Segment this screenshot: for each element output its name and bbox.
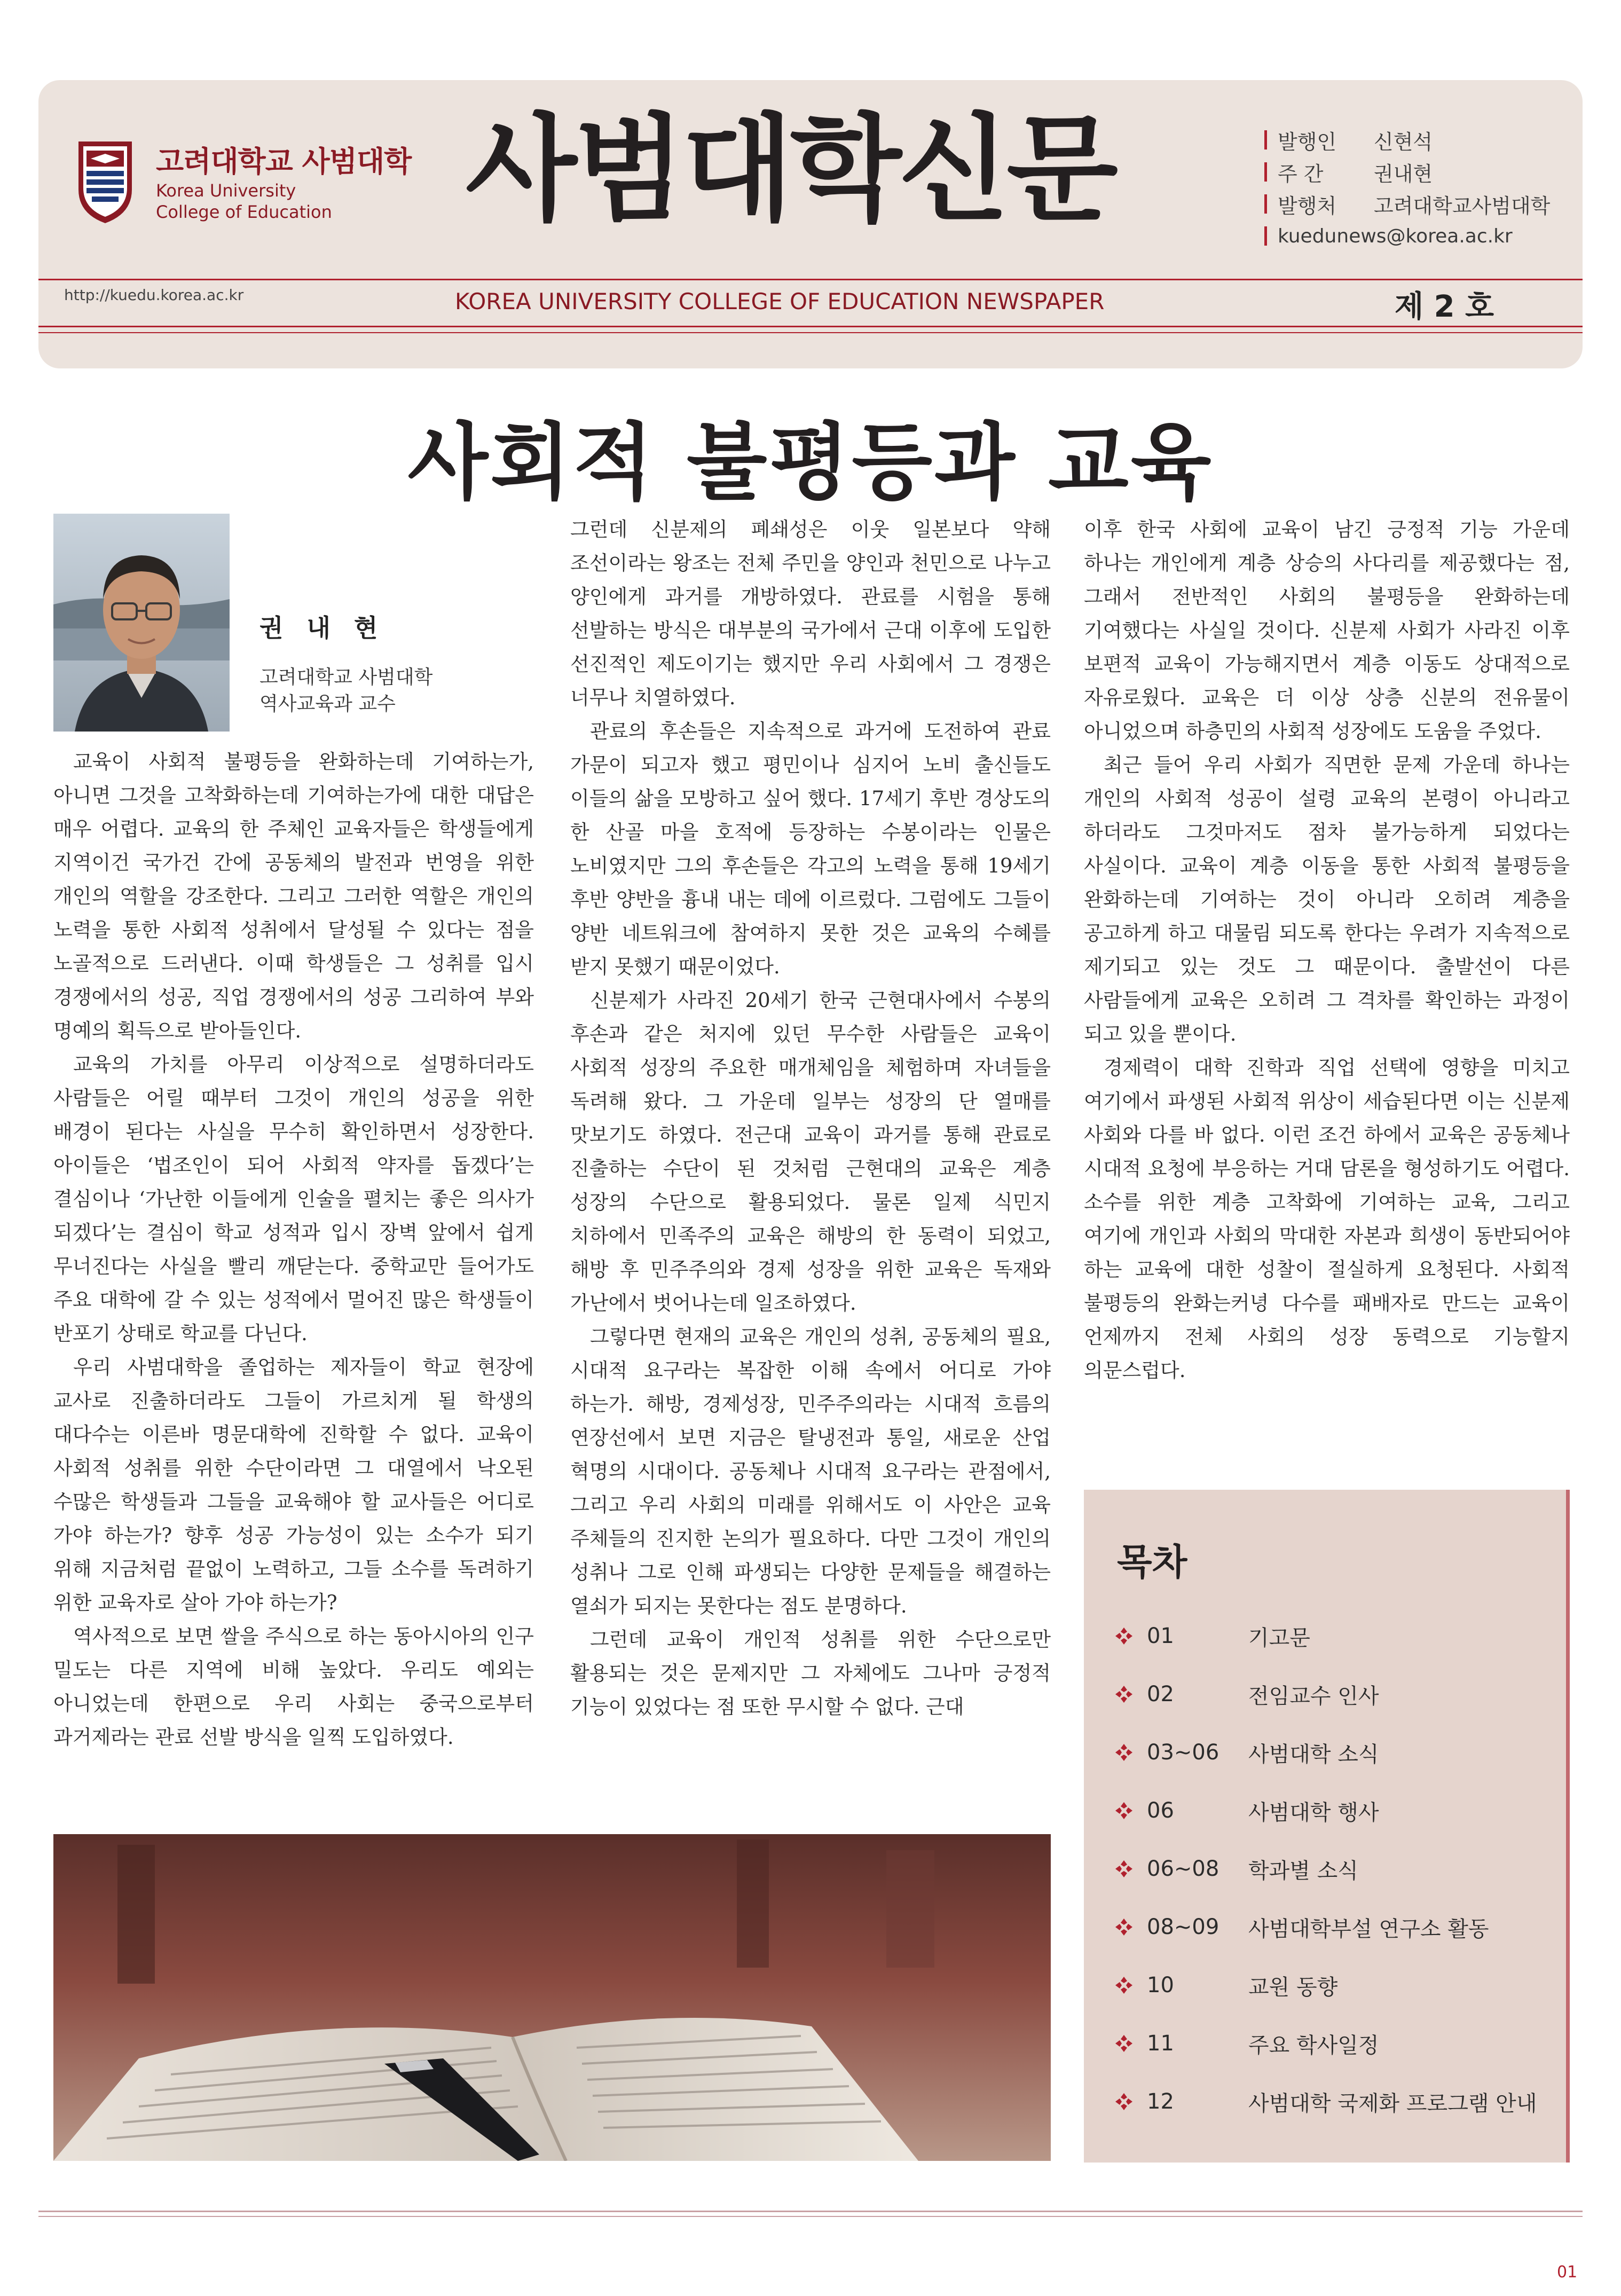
- bar-marker: [1264, 162, 1267, 182]
- issue-number: 제 2 호: [1395, 289, 1494, 324]
- paragraph: 경제력이 대학 진학과 직업 선택에 영향을 미치고 여기에서 파생된 사회적 위상이 세습된다면 이는 신분제 사회와 다를 바 없다. 이런 조건 하에서 교육은 공동체나 시대적 요청에 부응하는 거대 담론을 형성하기도 어렵다. 소수를 위한 계층 고착화에 기여하는 교육, 그리고 여기에 개인과 사회의 막대한 자본과 희생이 동반되어야 하는 교육에 대한 성찰이 절실하게 요청된다. 사회적 불평등의 완화는커녕 다수를 패배자로 만드는 교육이 언제까지 전체 사회의 성장 동력으로 기능할지 의문스럽다.: [1084, 1056, 1570, 1382]
- toc-page: 10: [1147, 1973, 1174, 1998]
- college-name-en: College of Education: [156, 202, 332, 222]
- paragraph: 신분제가 사라진 20세기 한국 근현대사에서 수봉의 후손과 같은 처지에 있던 무수한 사람들은 교육이 사회적 성장의 주요한 매개체임을 체험하며 자녀들을 독려해 왔다. 그 가운데 일부는 성장의 단 열매를 맛보기도 하였다. 전근대 교육이 과거를 통해 관료로 진출하는 수단이 된 것처럼 근현대의 교육은 계층 성장의 수단으로 활용되었다. 물론 일제 식민지 치하에서 민족주의 교육은 해방의 한 동력이 되었고, 해방 후 민주주의와 경제 성장을 위한 교육은 독재와 가난에서 벗어나는데 일조하였다.: [570, 989, 1051, 1315]
- editor-value: 권내현: [1374, 162, 1433, 186]
- footer-divider: [38, 2216, 1583, 2217]
- toc-item[interactable]: [1115, 1853, 1358, 1885]
- newspaper-title-en: KOREA UNIVERSITY COLLEGE OF EDUCATION NEWSPAPER: [455, 288, 1105, 314]
- toc-item[interactable]: [1115, 1795, 1379, 1827]
- masthead: [38, 80, 1583, 368]
- author-photo: [53, 514, 230, 732]
- diamond-bullet-icon: [1115, 1860, 1133, 1878]
- paragraph: 관료의 후손들은 지속적으로 과거에 도전하여 관료 가문이 되고자 했고 평민이나 심지어 노비 출신들도 이들의 삶을 모방하고 싶어 했다. 17세기 후반 경상도의 한 산골 마을 호적에 등장하는 수봉이라는 인물은 노비였지만 그의 후손들은 각고의 노력을 통해 19세기 후반 양반을 흉내 내는 데에 이르렀다. 그럼에도 그들이 양반 네트워크에 참여하지 못한 것은 교육의 수혜를 받지 못했기 때문이었다.: [570, 720, 1051, 978]
- issuer-row: [1264, 188, 1563, 220]
- toc-title: 목차: [1117, 1542, 1187, 1584]
- paragraph: 이후 한국 사회에 교육이 남긴 긍정적 기능 가운데 하나는 개인에게 계층 상승의 사다리를 제공했다는 점, 그래서 전반적인 사회의 불평등을 완화하는데 기여했다는 사실일 것이다. 신분제 사회가 사라진 이후 보편적 교육이 가능해지면서 계층 이동도 상대적으로 자유로웠다. 교육은 더 이상 상층 신분의 전유물이 아니었으며 하층민의 사회적 성장에도 도움을 주었다.: [1084, 518, 1570, 743]
- university-name-en: Korea University: [156, 180, 296, 201]
- editor-row: [1264, 156, 1563, 188]
- toc-page: 02: [1147, 1682, 1174, 1707]
- toc-item[interactable]: [1115, 2086, 1537, 2118]
- toc-item[interactable]: [1115, 1969, 1337, 2001]
- toc-label: 교원 동향: [1248, 1975, 1338, 2000]
- website-link[interactable]: http://kuedu.korea.ac.kr: [64, 286, 244, 304]
- toc-label: 사범대학 국제화 프로그램 안내: [1248, 2091, 1537, 2116]
- toc-item[interactable]: [1115, 1620, 1310, 1652]
- toc-label: 기고문: [1248, 1625, 1310, 1650]
- toc-item[interactable]: [1115, 1911, 1489, 1943]
- publisher-value: 신현석: [1374, 130, 1433, 154]
- paragraph: 그렇다면 현재의 교육은 개인의 성취, 공동체의 필요, 시대적 요구라는 복잡한 이해 속에서 어디로 가야 하는가. 해방, 경제성장, 민주주의라는 시대적 흐름의 연장선에서 보면 지금은 탈냉전과 통일, 새로운 산업 혁명의 시대이다. 공동체나 시대적 요구라는 관점에서, 그리고 우리 사회의 미래를 위해서도 이 사안은 교육 주체들의 진지한 논의가 필요하다. 다만 그것이 개인의 성취나 그로 인해 파생되는 다양한 문제들을 해결하는 열쇠가 되지는 못한다는 점도 분명하다.: [570, 1325, 1051, 1617]
- bar-marker: [1264, 226, 1267, 246]
- author-portrait-image: [53, 514, 230, 732]
- editor-label: 주 간: [1278, 162, 1324, 186]
- issuer-label: 발행처: [1278, 194, 1337, 218]
- university-logo[interactable]: [76, 139, 460, 240]
- paragraph: 최근 들어 우리 사회가 직면한 문제 가운데 하나는 개인의 사회적 성공이 설령 교육의 본령이 아니라고 하더라도 그것마저도 점차 불가능하게 되었다는 사실이다. 교육이 계층 이동을 통한 사회적 불평등을 완화하는데 기여하는 것이 아니라 오히려 계층을 공고하게 하고 대물림 되도록 한다는 우려가 지속적으로 제기되고 있는 것도 그 때문이다. 출발선이 다른 사람들에게 교육은 오히려 그 격차를 확인하는 과정이 되고 있을 뿐이다.: [1084, 753, 1570, 1045]
- publisher-row: [1264, 124, 1563, 156]
- paragraph: 역사적으로 보면 쌀을 주식으로 하는 동아시아의 인구 밀도는 다른 지역에 비해 높았다. 우리도 예외는 아니었는데 한편으로 우리 사회는 중국으로부터 과거제라는 관료 선발 방식을 일찍 도입하였다.: [53, 1625, 534, 1749]
- toc-page: 01: [1147, 1624, 1174, 1648]
- toc-label: 학과별 소식: [1248, 1858, 1358, 1883]
- publisher-label: 발행인: [1278, 130, 1337, 154]
- author-name: 권 내 현: [259, 614, 385, 642]
- diamond-bullet-icon: [1115, 1627, 1133, 1645]
- toc-item[interactable]: [1115, 2027, 1379, 2059]
- diamond-bullet-icon: [1115, 2093, 1133, 2111]
- masthead-divider: [38, 326, 1583, 327]
- table-of-contents: [1084, 1490, 1570, 2163]
- footer-divider: [38, 2211, 1583, 2212]
- paragraph: 교육의 가치를 아무리 이상적으로 설명하더라도 사람들은 어릴 때부터 그것이 개인의 성공을 위한 배경이 된다는 사실을 무수히 확인하면서 성장한다. 아이들은 ‘법조인이 되어 사회적 약자를 돕겠다’는 결심이나 ‘가난한 이들에게 인술을 펼치는 좋은 의사가 되겠다’는 결심이 학교 성적과 입시 장벽 앞에서 쉽게 무너진다는 사실을 빨리 깨닫는다. 중학교만 들어가도 주요 대학에 갈 수 있는 성적에서 멀어진 많은 학생들이 반포기 상태로 학교를 다닌다.: [53, 1053, 534, 1345]
- newspaper-title: 사범대학신문: [466, 103, 1115, 237]
- open-book-photo: [53, 1834, 1051, 2161]
- bar-marker: [1264, 130, 1267, 150]
- diamond-bullet-icon: [1115, 1918, 1133, 1936]
- toc-label: 전임교수 인사: [1248, 1684, 1379, 1709]
- paragraph: 그런데 신분제의 폐쇄성은 이웃 일본보다 약해 조선이라는 왕조는 전체 주민을 양인과 천민으로 나누고 양인에게 과거를 개방하였다. 관료를 시험을 통해 선발하는 방식은 대부분의 국가에서 근대 이후에 도입한 선진적인 제도이기는 했지만 우리 사회에서 그 경쟁은 너무나 치열하였다.: [570, 518, 1051, 709]
- diamond-bullet-icon: [1115, 1976, 1133, 1994]
- paragraph: 교육이 사회적 불평등을 완화하는데 기여하는가, 아니면 그것을 고착화하는데 기여하는가에 대한 대답은 매우 어렵다. 교육의 한 주체인 교육자들은 학생들에게 지역이건 국가건 간에 공동체의 발전과 번영을 위한 개인의 역할을 강조한다. 그리고 그러한 역할은 개인의 노력을 통한 사회적 성취에서 달성될 수 있다는 점을 노골적으로 드러낸다. 이때 학생들은 그 성취를 입시 경쟁에서의 성공, 직업 경쟁에서의 성공 그리하여 부와 명예의 획득으로 받아들인다.: [53, 750, 534, 1042]
- author-position: 역사교육과 교수: [259, 693, 396, 715]
- toc-page: 03~06: [1147, 1740, 1219, 1765]
- page-number: 01: [1557, 2263, 1578, 2282]
- diamond-bullet-icon: [1115, 1685, 1133, 1703]
- toc-item[interactable]: [1115, 1678, 1379, 1710]
- toc-page: 06~08: [1147, 1857, 1219, 1881]
- university-emblem-icon: [76, 139, 135, 224]
- toc-page: 11: [1147, 2031, 1174, 2056]
- diamond-bullet-icon: [1115, 2034, 1133, 2053]
- author-affiliation: 고려대학교 사범대학: [259, 666, 433, 688]
- toc-item[interactable]: [1115, 1736, 1379, 1768]
- masthead-divider: [38, 279, 1583, 280]
- toc-label: 사범대학 소식: [1248, 1742, 1379, 1767]
- email-link[interactable]: kuedunews@korea.ac.kr: [1278, 225, 1513, 247]
- toc-label: 사범대학 행사: [1248, 1800, 1379, 1825]
- toc-label: 사범대학부설 연구소 활동: [1248, 1916, 1489, 1941]
- email-row: [1264, 220, 1563, 252]
- issuer-value: 고려대학교사범대학: [1374, 194, 1551, 218]
- masthead-divider: [38, 332, 1583, 333]
- toc-page: 08~09: [1147, 1915, 1219, 1939]
- toc-page: 12: [1147, 2089, 1174, 2114]
- university-name-kr: 고려대학교 사범대학: [156, 145, 412, 178]
- article-column-2: [570, 513, 1051, 1724]
- paragraph: 그런데 교육이 개인적 성취를 위한 수단으로만 활용되는 것은 문제지만 그 자체에도 그나마 긍정적 기능이 있었다는 점 또한 무시할 수 없다. 근대: [570, 1628, 1051, 1718]
- article-headline: 사회적 불평등과 교육: [407, 414, 1214, 511]
- publisher-info: [1264, 124, 1563, 252]
- paragraph: 우리 사범대학을 졸업하는 제자들이 학교 현장에 교사로 진출하더라도 그들이 가르치게 될 학생의 대다수는 이른바 명문대학에 진학할 수 없다. 교육이 사회적 성취를 위한 수단이라면 그 대열에서 낙오된 수많은 학생들과 그들을 교육해야 할 교사들은 어디로 가야 하는가? 향후 성공 가능성이 있는 소수가 되기 위해 지금처럼 끝없이 노력하고, 그들 소수를 독려하기 위한 교육자로 살아 가야 하는가?: [53, 1356, 534, 1614]
- diamond-bullet-icon: [1115, 1743, 1133, 1762]
- article-column-3: [1084, 513, 1570, 1387]
- open-book-image: [53, 1834, 1051, 2161]
- article-column-1: [53, 745, 534, 1754]
- diamond-bullet-icon: [1115, 1802, 1133, 1820]
- toc-label: 주요 학사일정: [1248, 2033, 1379, 2058]
- bar-marker: [1264, 194, 1267, 214]
- toc-page: 06: [1147, 1798, 1174, 1823]
